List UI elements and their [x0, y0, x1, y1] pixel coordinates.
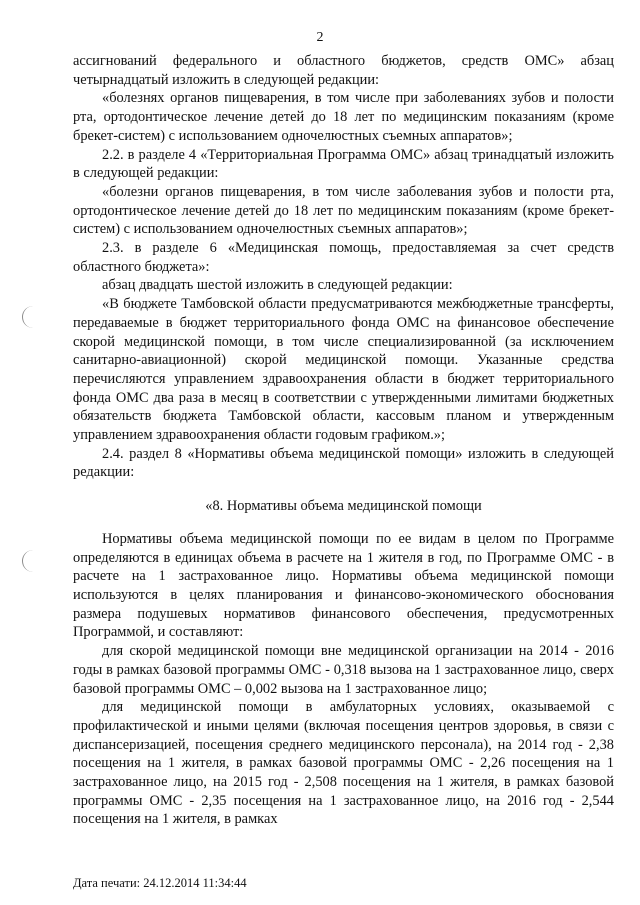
- paragraph: 2.3. в разделе 6 «Медицинская помощь, предоставляемая за счет средств областного бюджета»:: [73, 240, 614, 275]
- paragraph: абзац двадцать шестой изложить в следующей редакции:: [102, 277, 453, 294]
- paragraph: 2.2. в разделе 4 «Территориальная Программа ОМС» абзац тринадцатый изложить в следующей редакции:: [73, 146, 614, 182]
- paragraph: Нормативы объема медицинской помощи по ее видам в целом по Программе определяются в единицах объема в расчете на 1 жителя в год, по Программе ОМС - в расчете на 1 застрахованное лицо. Нормативы объема медицинской помощи используются в целях планирования и финансово-экономического обоснования размера подушевых нормативов финансового обеспечения, предусмотренных Программой, и составляют:: [73, 530, 614, 641]
- document-body: [73, 52, 614, 829]
- section-heading: «8. Нормативы объема медицинской помощи: [205, 498, 482, 515]
- paragraph: 2.4. раздел 8 «Нормативы объема медицинской помощи» изложить в следующей редакции:: [73, 445, 614, 481]
- hole-punch-mark: [22, 306, 33, 328]
- paragraph: ассигнований федерального и областного бюджетов, средств ОМС» абзац четырнадцатый изложить в следующей редакции:: [73, 53, 614, 88]
- hole-punch-mark: [22, 550, 33, 572]
- paragraph: для медицинской помощи в амбулаторных условиях, оказываемой с профилактической и иными целями (включая посещения центров здоровья, в связи с диспансеризацией, посещения среднего медицинского персонала), на 2014 год - 2,38 посещения на 1 жителя, в рамках базовой программы ОМС - 2,26 посещения на 1 застрахованное лицо, на 2015 год - 2,508 посещения на 1 жителя, в рамках базовой программы ОМС - 2,35 посещения на 1 застрахованное лицо, на 2016 год - 2,544 посещения на 1 жителя, в рамках: [73, 699, 614, 828]
- paragraph: «болезнях органов пищеварения, в том числе при заболеваниях зубов и полости рта, ортодонтическое лечение детей до 18 лет по медицинским показаниям (кроме брекет-систем) с использованием одночелюстных съемных аппаратов»;: [73, 90, 614, 144]
- print-date-footer: Дата печати: 24.12.2014 11:34:44: [73, 876, 247, 890]
- page-number: 2: [316, 30, 324, 45]
- paragraph: «В бюджете Тамбовской области предусматриваются межбюджетные трансферты, передаваемые в бюджет территориального фонда ОМС на финансовое обеспечение скорой медицинской помощи, в том числе специализированной (за исключением санитарно-авиационной) скорой медицинской помощи. Указанные средства перечисляются управлением здравоохранения области в бюджет территориального фонда ОМС два раза в месяц в соответствии с утвержденными лимитами бюджетных обязательств бюджета Тамбовской области, кассовым планом и утвержденным управлением здравоохранения области годовым графиком.»;: [73, 296, 614, 444]
- paragraph: для скорой медицинской помощи вне медицинской организации на 2014 - 2016 годы в рамках базовой программы ОМС - 0,318 вызова на 1 застрахованное лицо, сверх базовой программы ОМС – 0,002 вызова на 1 застрахованное лицо;: [73, 643, 614, 697]
- paragraph: «болезни органов пищеварения, в том числе заболевания зубов и полости рта, ортодонтическое лечение детей до 18 лет по медицинским показаниям (кроме брекет-систем) с использованием одночелюстных съемных аппаратов»;: [73, 183, 614, 238]
